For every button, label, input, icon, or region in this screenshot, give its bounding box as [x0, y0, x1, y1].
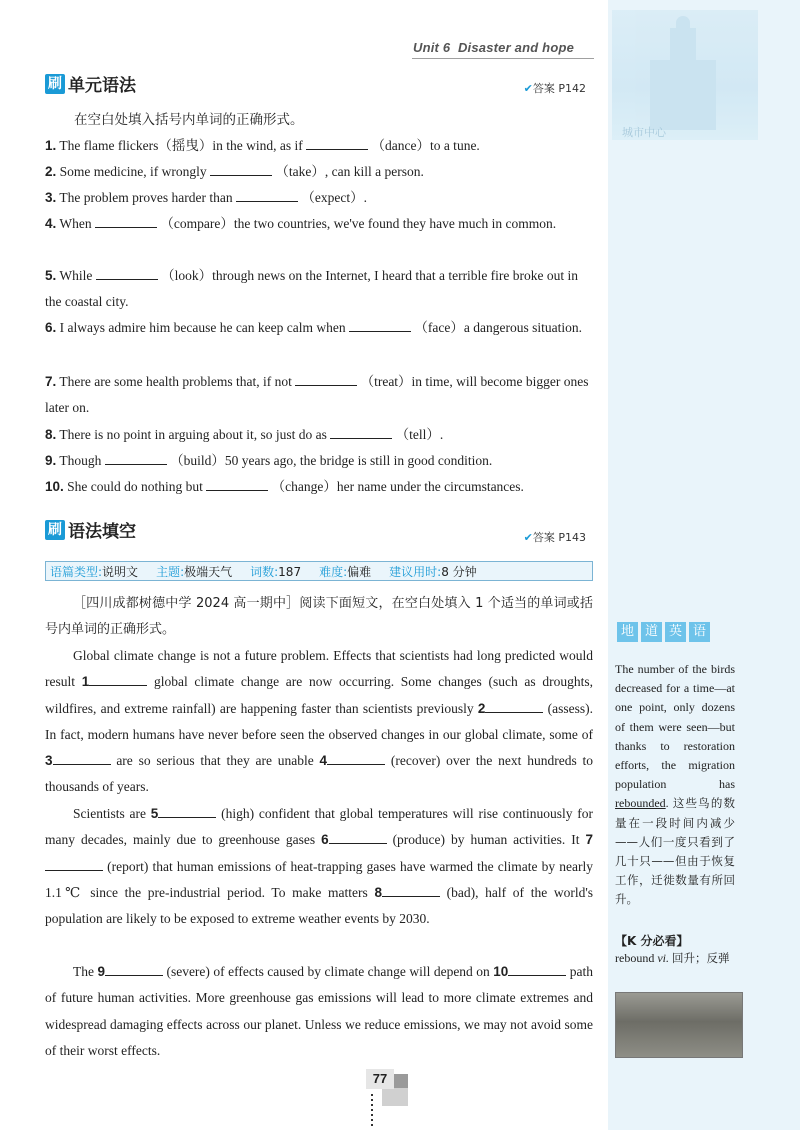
- photo-caption: 城市中心: [622, 127, 666, 139]
- blank-5[interactable]: [158, 805, 216, 818]
- grammar-item: 7. There are some health problems that, if not （treat）in time, will become bigger ones later on.: [45, 374, 589, 415]
- blank-10[interactable]: [508, 963, 566, 976]
- page-decoration: [394, 1074, 408, 1088]
- unit-header: Unit 6 Disaster and hope: [413, 40, 575, 55]
- sidebar-title: 地 道 英 语: [617, 622, 710, 642]
- sidebar-photo: [615, 992, 743, 1058]
- grammar-item: 6. I always admire him because he can keep calm when （face）a dangerous situation.: [45, 320, 582, 335]
- answer-ref-2[interactable]: ✔答案 P143: [523, 531, 586, 544]
- instruction-1: 在空白处填入括号内单词的正确形式。: [74, 112, 304, 128]
- answer-blank[interactable]: [105, 452, 167, 465]
- section-title-cloze: 刷 语法填空: [45, 517, 136, 542]
- sidebar-vocab: rebound vi. 回升；反弹: [615, 951, 730, 965]
- grammar-item: 10. She could do nothing but （change）her name under the circumstances.: [45, 479, 524, 494]
- section-mark-icon: 刷: [45, 74, 65, 94]
- grammar-item: 5. While （look）through news on the Internet, I heard that a terrible fire broke out in the coastal city.: [45, 268, 579, 309]
- sidebar-text: The number of the birds decreased for a time—at one point, only dozens of them were seen—but thanks to restoration efforts, the migration population has rebounded. 这些鸟的数量在一段时间内减少——人们一度只看到了几十只——但由于恢复工作，迁徙数量有所回升。: [615, 662, 736, 907]
- grammar-item: 4. When （compare）the two countries, we've found they have much in common.: [45, 216, 557, 231]
- blank-8[interactable]: [382, 884, 440, 897]
- answer-blank[interactable]: [349, 319, 411, 332]
- passage-info-bar: 语篇类型:说明文 主题:极端天气 词数:187 难度:偏难 建议用时:8 分钟: [45, 561, 593, 581]
- blank-3[interactable]: [53, 752, 111, 765]
- answer-blank[interactable]: [96, 267, 158, 280]
- blank-1[interactable]: [89, 673, 147, 686]
- grammar-item: 8. There is no point in arguing about it, so just do as （tell）.: [45, 427, 444, 442]
- page-number: 77: [366, 1069, 394, 1089]
- source-instruction: ［四川成都树德中学 2024 高一期中］阅读下面短文，在空白处填入 1 个适当的单词或括号内单词的正确形式。: [45, 596, 593, 638]
- grammar-item: 3. The problem proves harder than （expect）.: [45, 190, 367, 205]
- page-decoration: [382, 1088, 408, 1106]
- passage-paragraph-2: Scientists are 5 (high) confident that global temperatures will rise continuously for many decades, mainly due to greenhouse gases 6 (produce) by human activities. It 7 (report) that human emissions of heat-trapping gases have warmed the climate by nearly 1.1℃ since the pre-industrial period. To make matters 8 (bad), half of the world's population are likely to be exposed to extreme weather events by 2030.: [45, 806, 594, 927]
- building-photo: [612, 10, 758, 140]
- answer-blank[interactable]: [95, 215, 157, 228]
- blank-9[interactable]: [105, 963, 163, 976]
- answer-blank[interactable]: [210, 163, 272, 176]
- answer-blank[interactable]: [306, 137, 368, 150]
- answer-blank[interactable]: [206, 478, 268, 491]
- header-rule: [412, 58, 594, 59]
- blank-6[interactable]: [329, 831, 387, 844]
- page-dots: [371, 1094, 373, 1126]
- grammar-item: 9. Though （build）50 years ago, the bridge is still in good condition.: [45, 453, 493, 468]
- sidebar-vocab-title: 【K 分必看】: [615, 934, 689, 948]
- section-mark-icon: 刷: [45, 520, 65, 540]
- answer-blank[interactable]: [330, 426, 392, 439]
- answer-blank[interactable]: [236, 189, 298, 202]
- blank-4[interactable]: [327, 752, 385, 765]
- passage-paragraph-1: Global climate change is not a future problem. Effects that scientists had long predicted would result 1 global climate change are now occurring. Some changes (such as droughts, wildfires, and extreme rainfall) are happening faster than scientists previously 2 (assess). In fact, modern humans have never before seen the observed changes in our global climate, some of 3 are so serious that they are unable 4 (recover) over the next hundreds to thousands of years.: [45, 648, 594, 795]
- check-icon: ✔: [523, 531, 533, 544]
- passage-paragraph-3: The 9 (severe) of effects caused by climate change will depend on 10 path of future human activities. More greenhouse gas emissions will lead to more climate extremes and widespread damaging effects across our planet. Unless we reduce emissions, we may not avoid some of their worst effects.: [45, 964, 593, 1058]
- grammar-item: 1. The flame flickers（摇曳）in the wind, as if （dance）to a tune.: [45, 138, 480, 153]
- blank-7[interactable]: [45, 858, 103, 871]
- check-icon: ✔: [523, 82, 533, 95]
- answer-blank[interactable]: [295, 373, 357, 386]
- blank-2[interactable]: [485, 700, 543, 713]
- answer-ref-1[interactable]: ✔答案 P142: [523, 82, 586, 95]
- grammar-item: 2. Some medicine, if wrongly （take）, can kill a person.: [45, 164, 424, 179]
- section-title-grammar: 刷 单元语法: [45, 71, 136, 96]
